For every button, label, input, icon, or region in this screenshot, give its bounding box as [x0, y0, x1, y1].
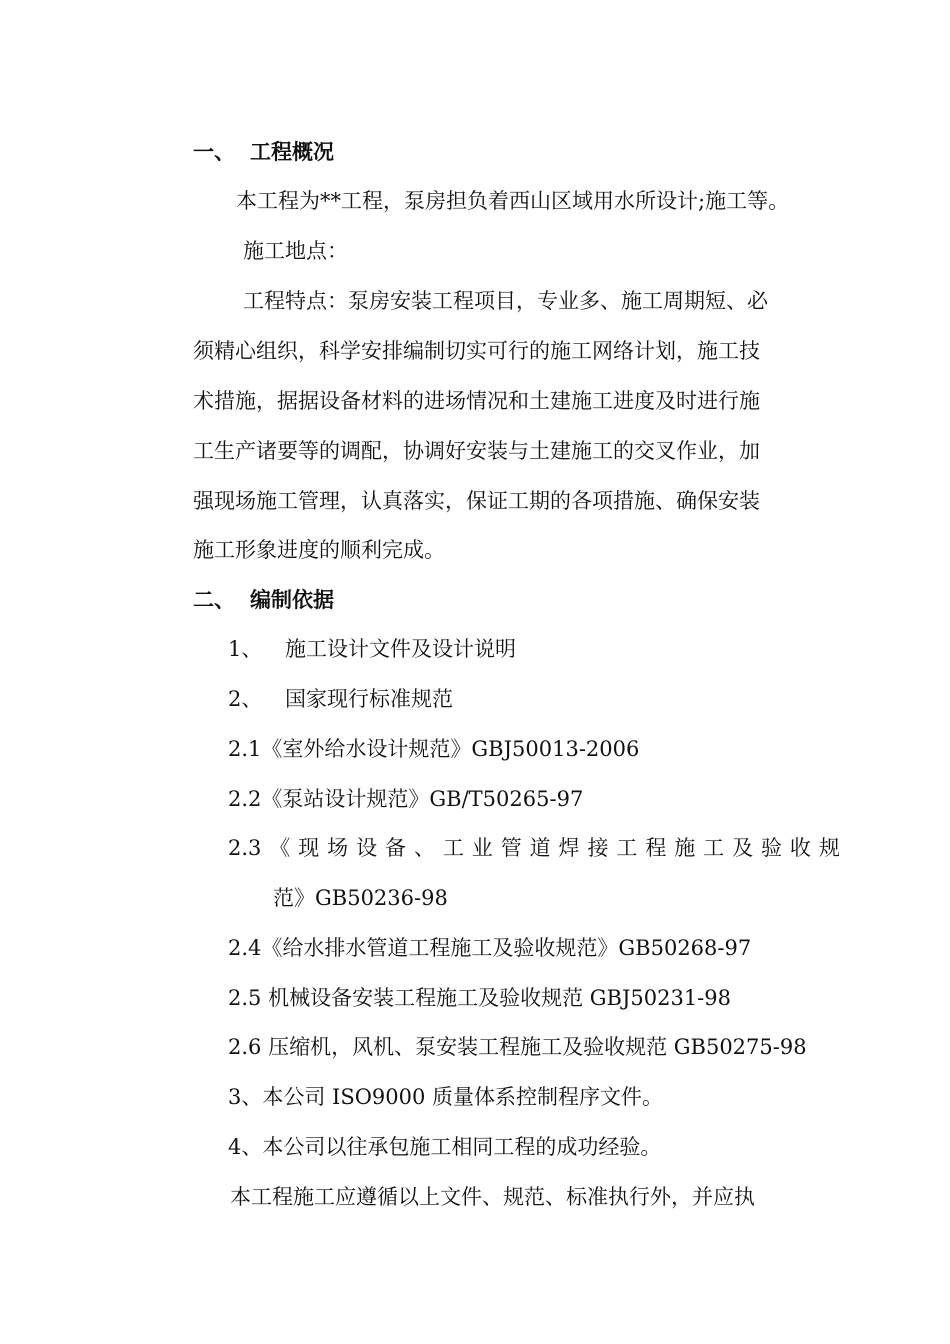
standard-2-1: 2.1《室外给水设计规范》GBJ50013-2006: [228, 737, 640, 761]
features-line-6: 施工形象进度的顺利完成。: [193, 538, 445, 562]
closing-paragraph-line-1: 本工程施工应遵循以上文件、规范、标准执行外，并应执: [230, 1185, 755, 1209]
basis-item-3: 3、本公司 ISO9000 质量体系控制程序文件。: [228, 1085, 664, 1109]
standard-2-5: 2.5 机械设备安装工程施工及验收规范 GBJ50231-98: [228, 986, 731, 1010]
section-1-title: 工程概况: [250, 140, 334, 164]
standard-2-3-continued: 范》GB50236-98: [273, 886, 448, 910]
standard-2-3: [228, 833, 840, 863]
features-line-3: 术措施，据据设备材料的进场情况和土建施工进度及时进行施: [193, 389, 760, 413]
section-1-number: 一、: [193, 140, 235, 164]
features-line-4: 工生产诸要等的调配，协调好安装与土建施工的交叉作业，加: [193, 439, 760, 463]
standard-2-3-text: 2.3 《 现 场 设 备 、 工 业 管 道 焊 接 工 程 施 工 及 验 收 规: [228, 836, 840, 860]
construction-location-label: 施工地点：: [243, 239, 348, 263]
features-line-1: 工程特点：泵房安装工程项目，专业多、施工周期短、必: [243, 289, 768, 313]
basis-item-2-number: 2、: [228, 687, 263, 711]
section-1-intro: 本工程为**工程，泵房担负着西山区域用水所设计;施工等。: [236, 189, 790, 213]
features-line-2: 须精心组织，科学安排编制切实可行的施工网络计划，施工技: [193, 339, 760, 363]
basis-item-1-text: 施工设计文件及设计说明: [285, 637, 516, 661]
standard-2-2: 2.2《泵站设计规范》GB/T50265-97: [228, 787, 584, 811]
section-2-number: 二、: [193, 588, 235, 612]
basis-item-1-number: 1、: [228, 637, 263, 661]
basis-item-4: 4、本公司以往承包施工相同工程的成功经验。: [228, 1135, 662, 1159]
standard-2-4: 2.4《给水排水管道工程施工及验收规范》GB50268-97: [228, 936, 752, 960]
section-2-title: 编制依据: [250, 588, 334, 612]
standard-2-6: 2.6 压缩机，风机、泵安装工程施工及验收规范 GB50275-98: [228, 1035, 807, 1059]
features-line-5: 强现场施工管理，认真落实，保证工期的各项措施、确保安装: [193, 489, 760, 513]
basis-item-2-text: 国家现行标准规范: [285, 687, 453, 711]
